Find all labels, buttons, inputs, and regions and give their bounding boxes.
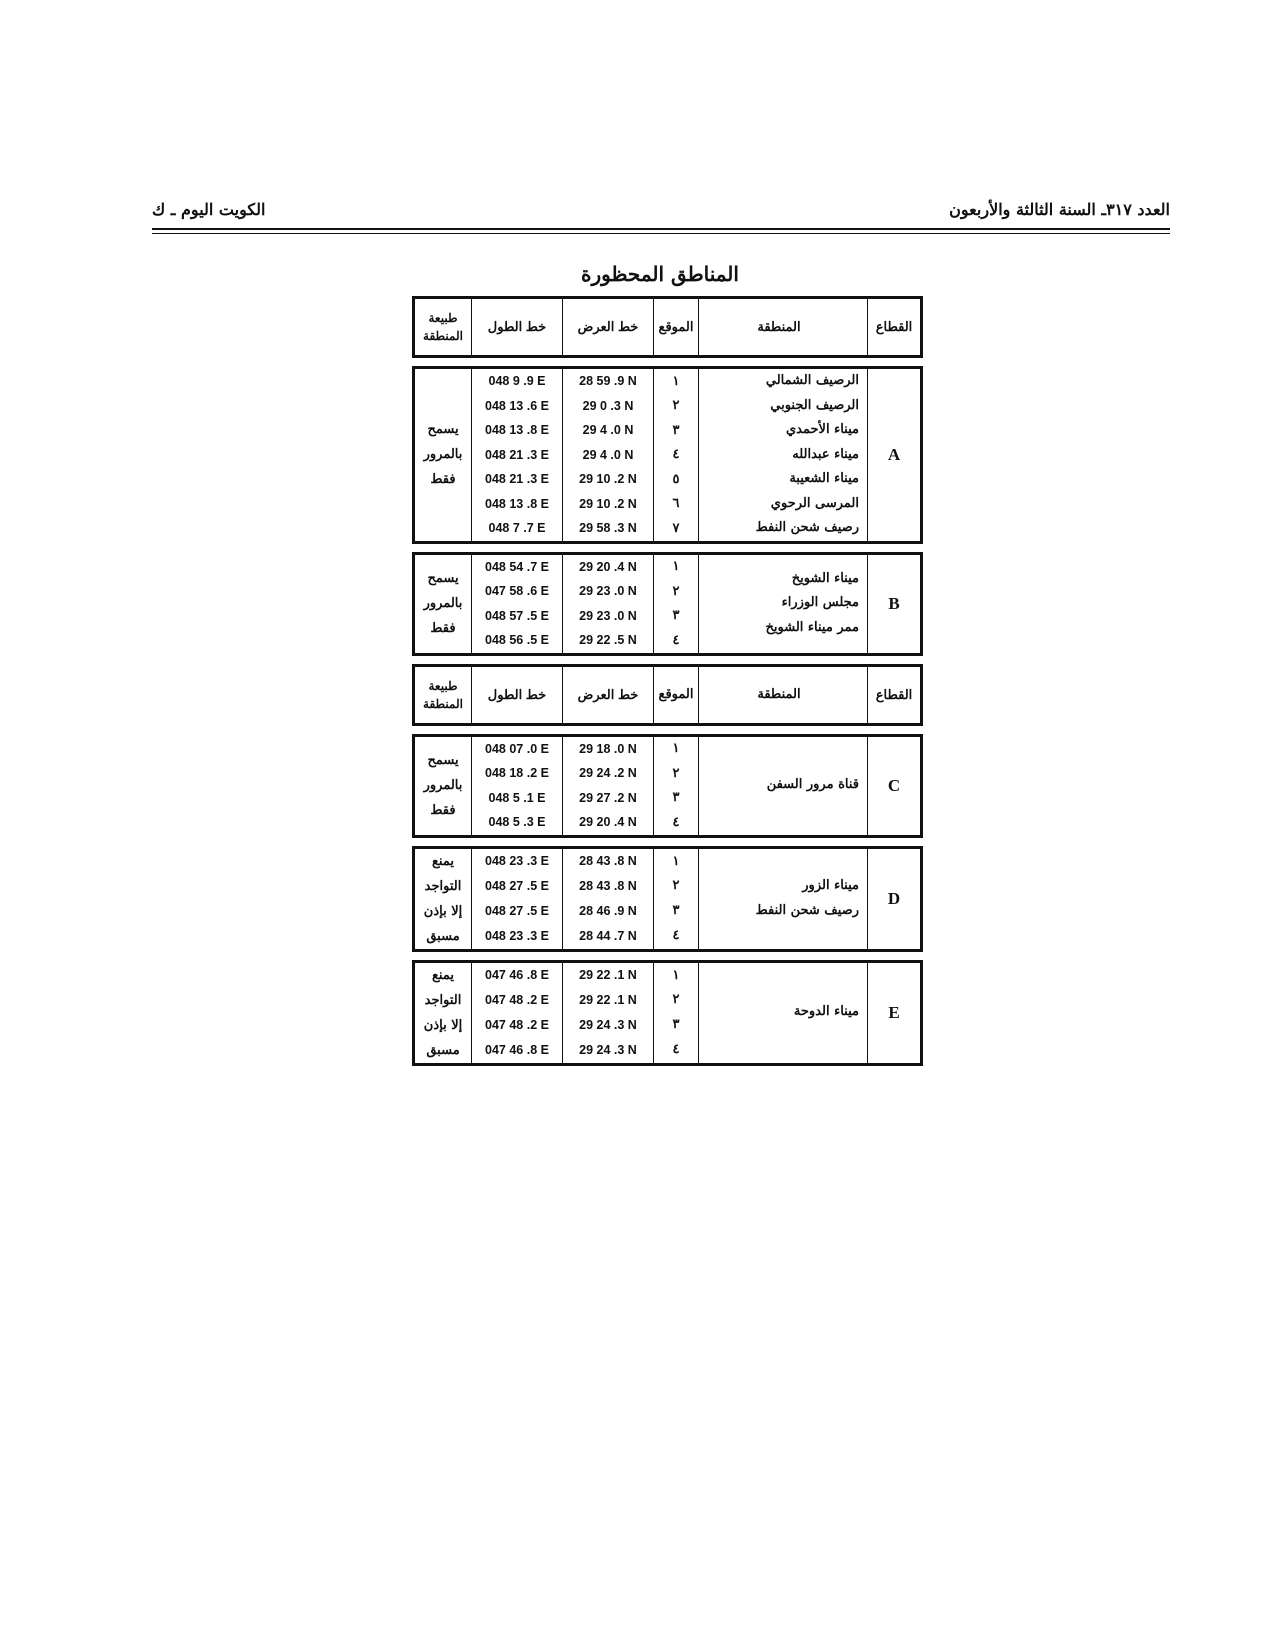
latitude-cell: 29 27 .2 N	[563, 786, 654, 811]
nature-cell	[414, 553, 472, 654]
latitude-cell: 29 4 .0 N	[563, 418, 654, 443]
area-name: الرصيف الجنوبي	[770, 397, 859, 413]
table-row	[414, 847, 922, 874]
latitude-cell: 28 43 .8 N	[563, 847, 654, 874]
longitude-cell: 048 13 .8 E	[472, 418, 563, 443]
header-sector: القطاع	[868, 665, 922, 724]
header-nature-part: طبيعة	[428, 311, 458, 325]
position-cell: ٤	[654, 1037, 699, 1064]
area-name: رصيف شحن النفط	[755, 902, 859, 918]
header-nature	[414, 298, 472, 357]
position-cell: ٢	[654, 874, 699, 899]
position-cell: ٣	[654, 786, 699, 811]
position-cell: ٣	[654, 418, 699, 443]
longitude-cell: 047 46 .8 E	[472, 1037, 563, 1064]
nature-text: مسبق	[426, 928, 460, 944]
area-list	[699, 567, 859, 641]
latitude-cell: 29 20 .4 N	[563, 810, 654, 836]
nature-text: التواجد	[424, 878, 462, 894]
area-name: ميناء عبدالله	[792, 446, 859, 462]
area-cell	[699, 553, 868, 654]
position-cell: ٢	[654, 988, 699, 1013]
position-cell: ١	[654, 368, 699, 394]
area-list	[699, 773, 859, 798]
header-position: الموقع	[654, 298, 699, 357]
sector-table-a	[412, 366, 923, 544]
latitude-cell: 29 18 .0 N	[563, 735, 654, 761]
header-area: المنطقة	[699, 298, 868, 357]
header-rule	[152, 228, 1170, 230]
header-nature-part: المنطقة	[423, 329, 463, 343]
header-nature	[414, 665, 472, 724]
longitude-cell: 048 13 .8 E	[472, 492, 563, 517]
column-header-table	[412, 664, 923, 726]
sector-table-b	[412, 552, 923, 656]
header-row	[414, 665, 922, 724]
position-cell: ٧	[654, 516, 699, 542]
position-cell: ١	[654, 961, 699, 988]
header-position: الموقع	[654, 665, 699, 724]
sector-code: D	[868, 847, 922, 950]
table-row	[414, 553, 922, 579]
sector-code: B	[868, 553, 922, 654]
area-cell	[699, 368, 868, 543]
latitude-cell: 29 24 .2 N	[563, 761, 654, 786]
area-name: المرسى الرحوي	[770, 495, 859, 511]
longitude-cell: 048 27 .5 E	[472, 898, 563, 923]
latitude-cell: 29 23 .0 N	[563, 579, 654, 604]
longitude-cell: 048 13 .6 E	[472, 394, 563, 419]
header-latitude: خط العرض	[563, 298, 654, 357]
latitude-cell: 29 58 .3 N	[563, 516, 654, 542]
longitude-cell: 048 5 .3 E	[472, 810, 563, 836]
nature-text: بالمرور	[423, 447, 463, 463]
nature-cell	[414, 961, 472, 1064]
sector-code: E	[868, 961, 922, 1064]
header-row	[414, 298, 922, 357]
longitude-cell: 047 46 .8 E	[472, 961, 563, 988]
header-latitude: خط العرض	[563, 665, 654, 724]
position-cell: ٥	[654, 467, 699, 492]
position-cell: ٢	[654, 394, 699, 419]
latitude-cell: 29 24 .3 N	[563, 1012, 654, 1037]
area-list	[699, 369, 859, 541]
latitude-cell: 29 4 .0 N	[563, 443, 654, 468]
sector-code: C	[868, 735, 922, 836]
longitude-cell: 048 5 .1 E	[472, 786, 563, 811]
area-name: ميناء الدوحة	[793, 1004, 859, 1020]
nature-text: فقط	[430, 472, 456, 488]
position-cell: ٣	[654, 898, 699, 923]
area-name: الرصيف الشمالي	[765, 373, 859, 388]
header-rule-thin	[152, 233, 1170, 234]
position-cell: ٤	[654, 443, 699, 468]
longitude-cell: 047 58 .6 E	[472, 579, 563, 604]
longitude-cell: 048 23 .3 E	[472, 923, 563, 950]
area-name: قناة مرور السفن	[766, 777, 859, 793]
header-nature-part: طبيعة	[428, 678, 458, 693]
nature-text: يسمح	[427, 422, 459, 438]
area-cell	[699, 847, 868, 950]
latitude-cell: 29 23 .0 N	[563, 604, 654, 629]
longitude-cell: 048 27 .5 E	[472, 874, 563, 899]
area-cell	[699, 961, 868, 1064]
latitude-cell: 29 22 .5 N	[563, 628, 654, 654]
sector-table-d	[412, 846, 923, 952]
nature-text: بالمرور	[423, 778, 463, 793]
nature-text: إلا بإذن	[423, 903, 463, 919]
longitude-cell: 048 21 .3 E	[472, 467, 563, 492]
area-name: ميناء الأحمدي	[786, 422, 859, 437]
nature-text: فقط	[430, 803, 456, 818]
position-cell: ١	[654, 847, 699, 874]
sector-table-e	[412, 960, 923, 1066]
nature-text: إلا بإذن	[423, 1017, 463, 1033]
latitude-cell: 28 46 .9 N	[563, 898, 654, 923]
position-cell: ٦	[654, 492, 699, 517]
latitude-cell: 29 20 .4 N	[563, 553, 654, 579]
table-row	[414, 368, 922, 394]
area-name: مجلس الوزراء	[781, 595, 859, 611]
longitude-cell: 048 23 .3 E	[472, 847, 563, 874]
longitude-cell: 048 57 .5 E	[472, 604, 563, 629]
longitude-cell: 048 56 .5 E	[472, 628, 563, 654]
area-name: ميناء الزور	[802, 878, 859, 893]
position-cell: ٣	[654, 1012, 699, 1037]
publication-label: الكويت اليوم ـ ك	[152, 200, 266, 219]
position-cell: ٤	[654, 628, 699, 654]
header-sector: القطاع	[868, 298, 922, 357]
table-row	[414, 735, 922, 761]
nature-cell	[414, 847, 472, 950]
header-longitude: خط الطول	[472, 298, 563, 357]
longitude-cell: 048 9 .9 E	[472, 368, 563, 394]
latitude-cell: 29 22 .1 N	[563, 961, 654, 988]
longitude-cell: 047 48 .2 E	[472, 1012, 563, 1037]
area-name: رصيف شحن النفط	[755, 520, 859, 535]
nature-text: مسبق	[426, 1042, 460, 1058]
position-cell: ٤	[654, 810, 699, 836]
page-header	[152, 200, 1170, 222]
latitude-cell: 28 44 .7 N	[563, 923, 654, 950]
latitude-cell: 28 43 .8 N	[563, 874, 654, 899]
position-cell: ١	[654, 735, 699, 761]
nature-text: يسمح	[427, 753, 459, 768]
column-header-table	[412, 296, 923, 358]
longitude-cell: 047 48 .2 E	[472, 988, 563, 1013]
longitude-cell: 048 7 .7 E	[472, 516, 563, 542]
position-cell: ٢	[654, 761, 699, 786]
nature-text: يسمح	[427, 571, 459, 586]
latitude-cell: 29 24 .3 N	[563, 1037, 654, 1064]
area-name: ممر ميناء الشويخ	[765, 619, 859, 635]
area-cell	[699, 735, 868, 836]
position-cell: ٣	[654, 604, 699, 629]
page-title: المناطق المحظورة	[581, 262, 739, 286]
longitude-cell: 048 07 .0 E	[472, 735, 563, 761]
latitude-cell: 29 10 .2 N	[563, 492, 654, 517]
longitude-cell: 048 21 .3 E	[472, 443, 563, 468]
area-list	[699, 1000, 859, 1025]
sector-table-c	[412, 734, 923, 838]
nature-text: بالمرور	[423, 596, 463, 611]
position-cell: ٢	[654, 579, 699, 604]
area-name: ميناء الشعيبة	[789, 471, 859, 486]
nature-text: فقط	[430, 621, 456, 636]
latitude-cell: 29 22 .1 N	[563, 988, 654, 1013]
table-row	[414, 961, 922, 988]
header-longitude: خط الطول	[472, 665, 563, 724]
position-cell: ١	[654, 553, 699, 579]
nature-cell	[414, 368, 472, 543]
longitude-cell: 048 18 .2 E	[472, 761, 563, 786]
header-nature-part: المنطقة	[423, 696, 463, 711]
area-name: ميناء الشويخ	[791, 570, 859, 586]
sector-code: A	[868, 368, 922, 543]
latitude-cell: 29 10 .2 N	[563, 467, 654, 492]
area-list	[699, 874, 859, 923]
longitude-cell: 048 54 .7 E	[472, 553, 563, 579]
issue-label: العدد ٣١٧ـ السنة الثالثة والأربعون	[949, 200, 1170, 219]
nature-cell	[414, 735, 472, 836]
latitude-cell: 29 0 .3 N	[563, 394, 654, 419]
nature-text: يمنع	[432, 853, 454, 869]
header-area: المنطقة	[699, 665, 868, 724]
latitude-cell: 28 59 .9 N	[563, 368, 654, 394]
nature-text: التواجد	[424, 992, 462, 1008]
restricted-areas-tables	[412, 296, 914, 1074]
nature-text: يمنع	[432, 967, 454, 983]
position-cell: ٤	[654, 923, 699, 950]
